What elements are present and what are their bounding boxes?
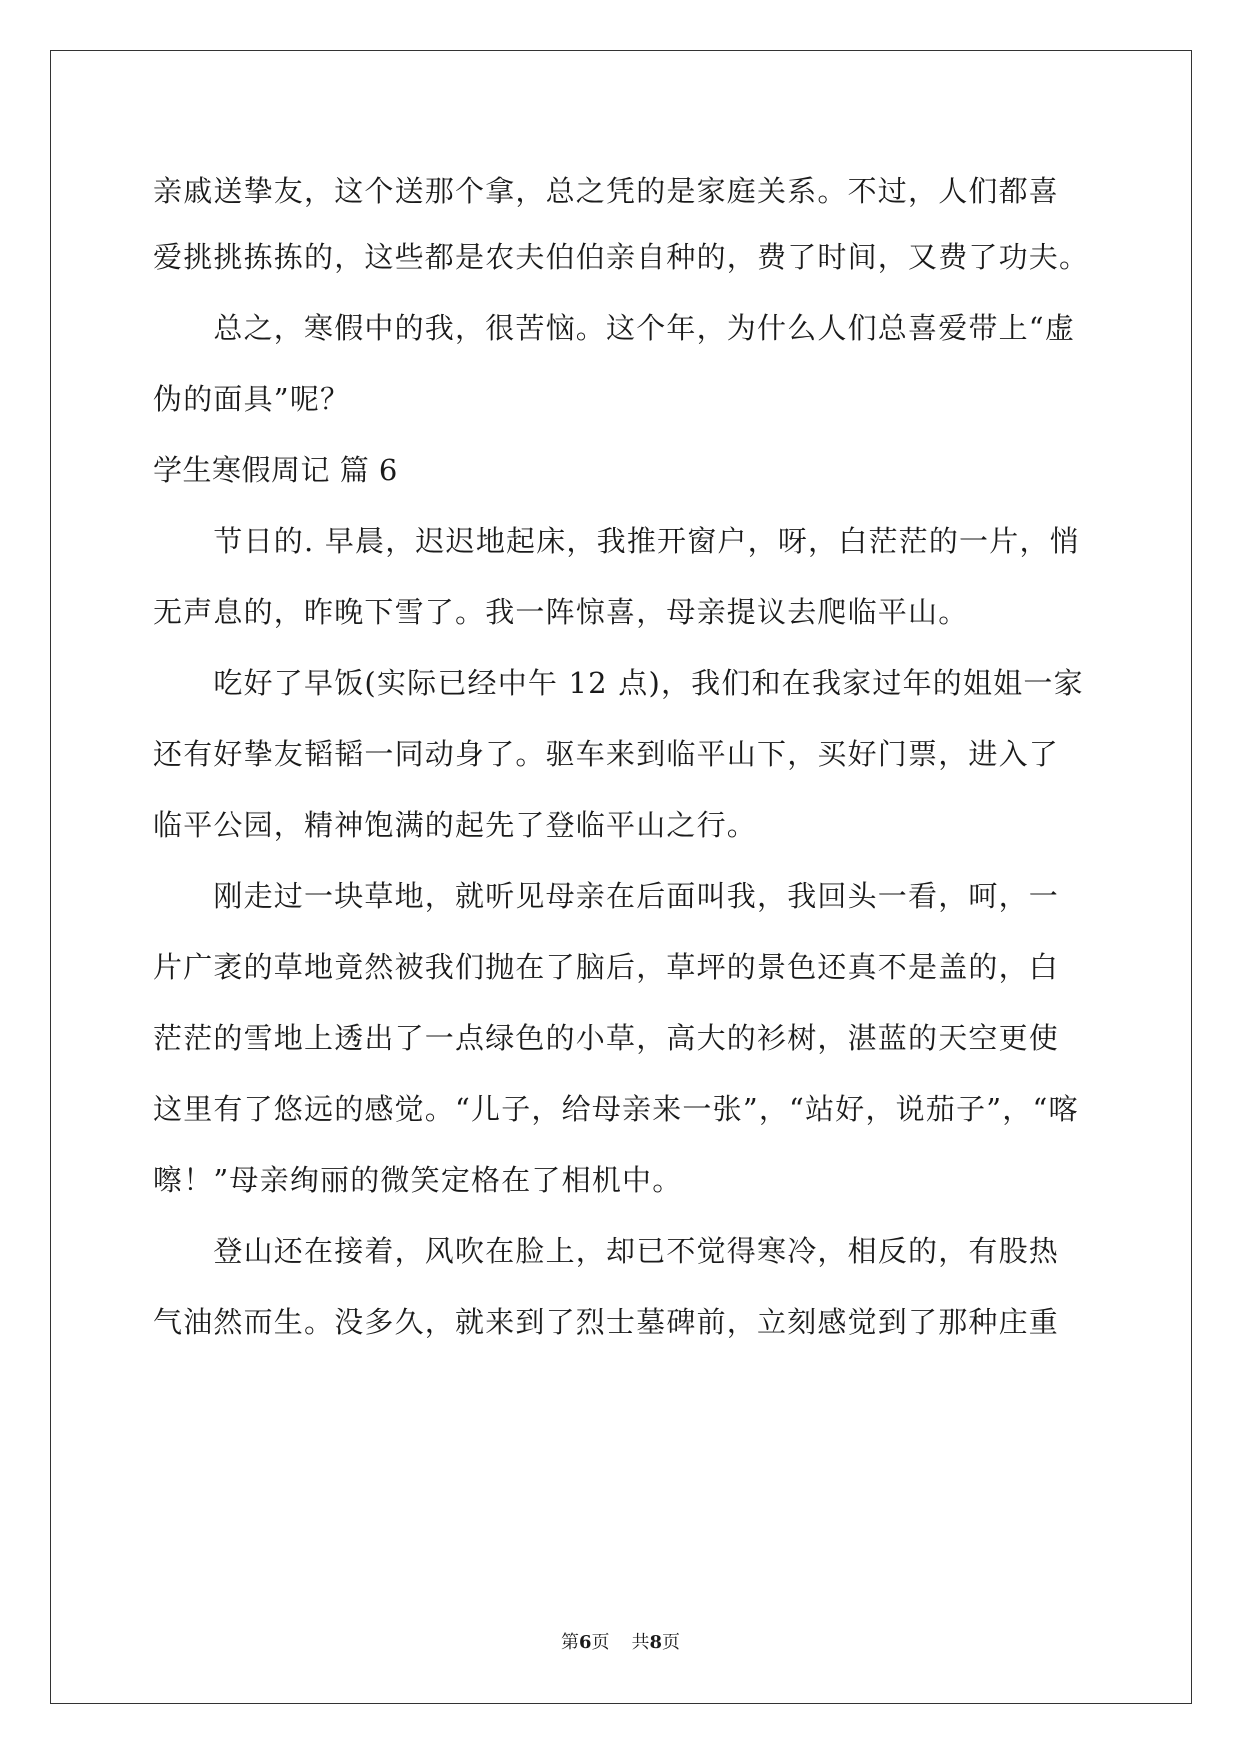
- text-line: 嚓！”母亲绚丽的微笑定格在了相机中。: [153, 1163, 683, 1197]
- text-line: 临平公园，精神饱满的起先了登临平山之行。: [153, 808, 758, 842]
- footer-page-word: 页: [591, 1632, 610, 1653]
- text-line: 登山还在接着，风吹在脸上，却已不觉得寒冷，相反的，有股热: [153, 1234, 1060, 1268]
- text-line: 无声息的，昨晚下雪了。我一阵惊喜，母亲提议去爬临平山。: [153, 595, 969, 629]
- text-line: 吃好了早饭(实际已经中午 12 点)，我们和在我家过年的姐姐一家: [153, 666, 1084, 700]
- page-footer: [0, 1628, 1241, 1654]
- text-line: 茫茫的雪地上透出了一点绿色的小草，高大的衫树，湛蓝的天空更使: [153, 1021, 1060, 1055]
- footer-total-suffix: 页: [662, 1632, 681, 1653]
- text-line: 亲戚送挚友，这个送那个拿，总之凭的是家庭关系。不过，人们都喜: [153, 174, 1060, 208]
- footer-total-prefix: 共: [631, 1632, 650, 1653]
- section-heading: 学生寒假周记 篇 6: [153, 453, 398, 487]
- text-line: 总之，寒假中的我，很苦恼。这个年，为什么人们总喜爱带上“虚: [153, 311, 1076, 345]
- text-line: 伪的面具”呢？: [153, 382, 351, 416]
- text-line: 爱挑挑拣拣的，这些都是农夫伯伯亲自种的，费了时间，又费了功夫。: [153, 240, 1090, 274]
- footer-prefix: 第: [560, 1632, 579, 1653]
- total-page-count: 8: [649, 1632, 663, 1653]
- text-line: 还有好挚友韬韬一同动身了。驱车来到临平山下，买好门票，进入了: [153, 737, 1060, 771]
- text-line: 这里有了悠远的感觉。“儿子，给母亲来一张”，“站好，说茄子”，“喀: [153, 1092, 1079, 1126]
- text-line: 节日的. 早晨，迟迟地起床，我推开窗户，呀，白茫茫的一片，悄: [153, 524, 1080, 558]
- document-body: [153, 160, 1093, 1358]
- current-page-number: 6: [578, 1632, 592, 1653]
- text-line: 刚走过一块草地，就听见母亲在后面叫我，我回头一看，呵，一: [153, 879, 1060, 913]
- text-line: 气油然而生。没多久，就来到了烈士墓碑前，立刻感觉到了那种庄重: [153, 1305, 1060, 1339]
- text-line: 片广袤的草地竟然被我们抛在了脑后，草坪的景色还真不是盖的，白: [153, 950, 1060, 984]
